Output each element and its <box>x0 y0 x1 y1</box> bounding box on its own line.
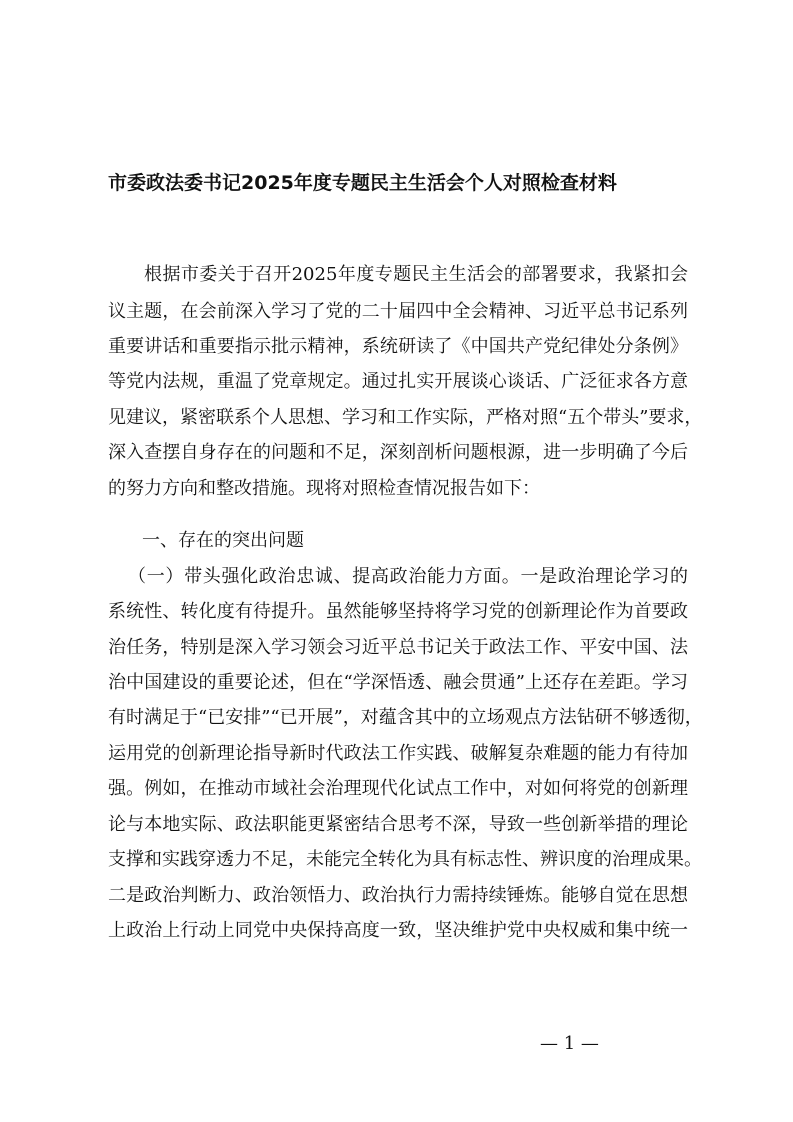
text-line: 论与本地实际、政法职能更紧密结合思考不深，导致一些创新举措的理论 <box>108 814 688 835</box>
text-line: 议主题，在会前深入学习了党的二十届四中全会精神、习近平总书记系列 <box>108 301 688 322</box>
text-line: 二是政治判断力、政治领悟力、政治执行力需持续锤炼。能够自觉在思想 <box>108 885 688 906</box>
text-line: 重要讲话和重要指示批示精神，系统研读了《中国共产党纪律处分条例》 <box>108 336 688 357</box>
text-line: 治中国建设的重要论述，但在“学深悟透、融会贯通”上还存在差距。学习 <box>108 672 688 693</box>
section-heading: 一、存在的突出问题 <box>142 530 304 551</box>
text-line: 见建议，紧密联系个人思想、学习和工作实际，严格对照“五个带头”要求， <box>108 407 703 428</box>
page-number: — 1 — <box>540 1033 599 1054</box>
text-line: 上政治上行动上同党中央保持高度一致，坚决维护党中央权威和集中统一 <box>108 920 688 941</box>
text-line: 支撑和实践穿透力不足，未能完全转化为具有标志性、辨识度的治理成果。 <box>108 849 702 870</box>
text-line: 深入查摆自身存在的问题和不足，深刻剖析问题根源，进一步明确了今后 <box>108 442 688 463</box>
text-line: 运用党的创新理论指导新时代政法工作实践、破解复杂难题的能力有待加 <box>108 743 688 764</box>
text-line: 的努力方向和整改措施。现将对照检查情况报告如下： <box>108 478 540 499</box>
text-line: 治任务，特别是深入学习领会习近平总书记关于政法工作、平安中国、法 <box>108 637 688 658</box>
text-line: 根据市委关于召开2025年度专题民主生活会的部署要求，我紧扣会 <box>144 264 688 285</box>
text-line: 强。例如，在推动市域社会治理现代化试点工作中，对如何将党的创新理 <box>108 778 688 799</box>
text-line: 有时满足于“已安排”“已开展”，对蕴含其中的立场观点方法钻研不够透彻， <box>108 707 703 728</box>
text-line: 等党内法规，重温了党章规定。通过扎实开展谈心谈话、广泛征求各方意 <box>108 371 688 392</box>
text-line: （一）带头强化政治忠诚、提高政治能力方面。一是政治理论学习的 <box>128 566 688 587</box>
text-line: 系统性、转化度有待提升。虽然能够坚持将学习党的创新理论作为首要政 <box>108 601 688 622</box>
document-title: 市委政法委书记2025年度专题民主生活会个人对照检查材料 <box>108 172 617 194</box>
